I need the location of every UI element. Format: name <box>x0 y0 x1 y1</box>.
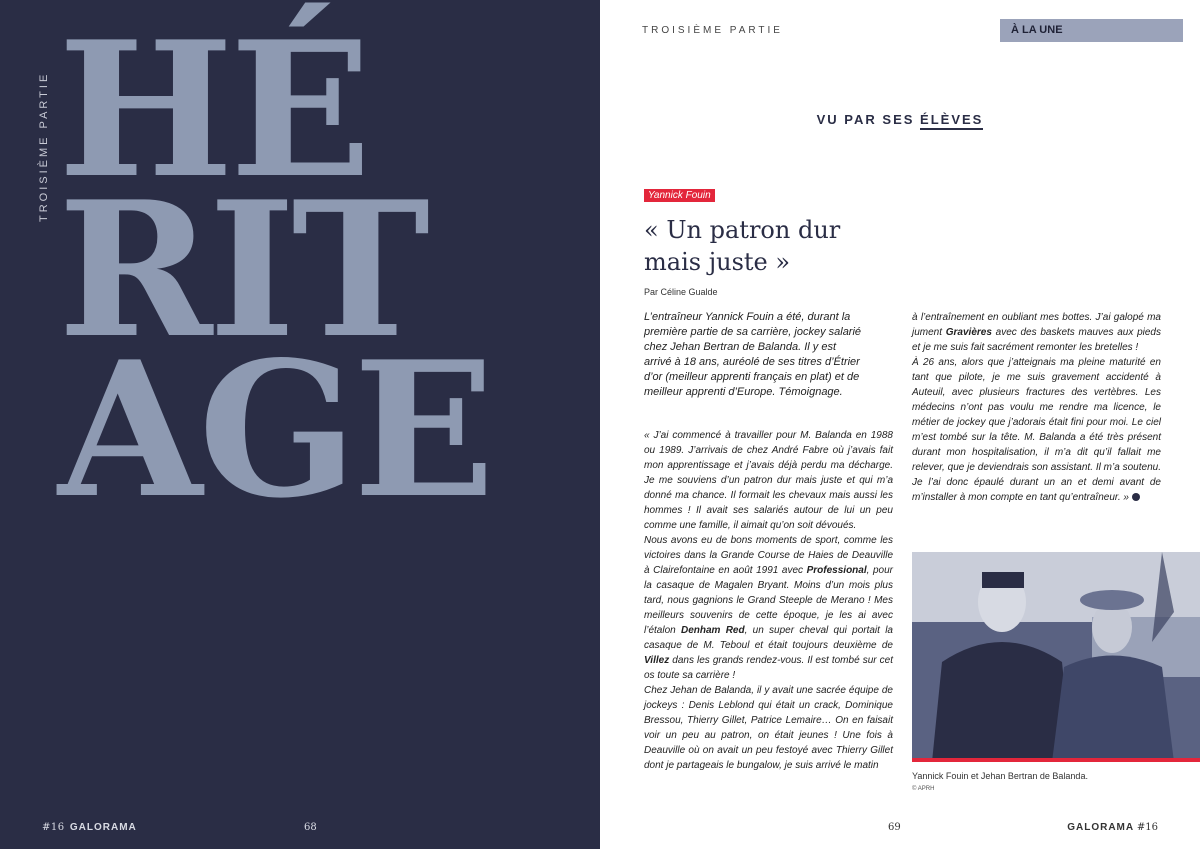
paragraph: Chez Jehan de Balanda, il y avait une sacrée équipe de jockeys : Denis Leblond qui était un crack, Dominique Bressou, Thierry Gillet, Patrice Lemaire… On en faisait voir un peu au patron, on était jeunes ! Une fois à Deauville où on avait un peu festoyé avec Thierry Gillet dont je partageais le bungalow, je suis arrivé le matin <box>644 685 893 771</box>
photo-accent-bar <box>912 758 1200 762</box>
page-number-right: 69 <box>888 822 901 833</box>
article-column-1 <box>644 428 893 773</box>
paragraph <box>912 355 1161 505</box>
vertical-section-label: TROISIÈME PARTIE <box>38 71 50 222</box>
byline: Par Céline Gualde <box>644 287 718 297</box>
article-photo <box>912 552 1200 762</box>
horse-name: Gravières <box>945 327 992 338</box>
headline-line-1: « Un patron dur <box>644 216 841 244</box>
end-mark-icon <box>1132 493 1140 501</box>
folio-left <box>42 822 137 833</box>
chapo: L’entraîneur Yannick Fouin a été, durant la première partie de sa carrière, jockey salarié chez Jehan Bertran de Balanda. Il y est arrivé à 18 ans, auréolé de ses titres d’Étrier d’or (meilleur apprenti français en plat) et de meilleur apprenti d’Europe. Témoignage. <box>644 311 862 398</box>
horse-name: Denham Red <box>680 625 745 636</box>
section-label: TROISIÈME PARTIE <box>642 25 783 36</box>
text-run: dans les grands rendez-vous. Il est tombé sur cet os toute sa carrière ! <box>644 655 893 681</box>
big-title-line-3: AGE <box>58 320 491 539</box>
folio-issue: #16 <box>1136 822 1158 833</box>
text-run: avec des baskets mauves aux pieds et je me suis fait sacrément remonter les bretelles ! <box>912 327 1161 353</box>
rubric-label: À LA UNE <box>1011 24 1063 36</box>
folio-issue: #16 <box>42 822 65 833</box>
text-run: à l’entraînement en oubliant mes bottes. J’ai galopé ma jument <box>912 312 1161 338</box>
headline <box>644 214 974 278</box>
text-run: À 26 ans, alors que j’atteignais ma pleine maturité en tant que pilote, je me suis gravement accidenté à Auteuil, avec plusieurs fractures des vertèbres. Les médecins n’ont pas voulu me rendre ma licence, le métier de jockey que j’adorais était fini pour moi. Le ciel m’est tombé sur la tête. M. Balanda a été très présent durant mon hospitalisation, il m’a dit qu’il fallait me relever, que je deviendrais son assistant. Il m’a soutenu. Je l’ai donc épaulé durant un an et demi avant de m’installer à mon compte en tant qu’entraîneur. » <box>912 357 1161 503</box>
horse-name: Professional <box>806 565 867 576</box>
paragraph <box>644 533 893 683</box>
folio-brand: GALORAMA <box>69 822 137 833</box>
kicker <box>600 112 1200 127</box>
headline-line-2: mais juste » <box>644 248 791 276</box>
photo-credit: © APRH <box>912 786 935 792</box>
text-run: Nous avons eu de bons moments de sport, comme les victoires dans la Grande Course de Haies de Deauville à Clairefontaine en août 1991 avec <box>644 535 893 576</box>
photo-illustration <box>912 552 1200 762</box>
big-title-line-2: RIT <box>58 160 426 379</box>
big-title-line-1: HÉ <box>58 0 368 219</box>
kicker-lead: VU PAR SES <box>816 112 915 127</box>
name-tag: Yannick Fouin <box>644 189 715 202</box>
paragraph: « J’ai commencé à travailler pour M. Balanda en 1988 ou 1989. J’arrivais de chez André Fabre où j’avais fait mon apprentissage et j’avais déjà perdu ma décharge. Je me souviens d’un patron dur mais juste et qui m’a donné ma chance. Il formait les chevaux mais aussi les hommes ! Il avait ses salariés autour de lui un peu comme une famille, il aimait qu’on soit dévoués. <box>644 430 893 531</box>
big-title <box>58 0 578 539</box>
text-run: , un super cheval qui portait la casaque de M. Teboul et était toujours deuxième de <box>644 625 893 651</box>
rubric-banner <box>1000 19 1183 42</box>
kicker-underlined: ÉLÈVES <box>920 112 983 130</box>
folio-brand: GALORAMA <box>1067 822 1135 833</box>
article-column-2 <box>912 310 1161 505</box>
right-page <box>600 0 1200 849</box>
horse-name: Villez <box>644 655 670 666</box>
folio-right <box>1067 822 1158 833</box>
page-number-left: 68 <box>304 822 317 833</box>
paragraph <box>912 310 1161 355</box>
text-run: , pour la casaque de Magalen Bryant. Moins d’un mois plus tard, nous gagnions le Grand Steeple de Merano ! Mes meilleurs souvenirs de cette époque, je les ai avec l’étalon <box>644 565 893 636</box>
photo-caption: Yannick Fouin et Jehan Bertran de Balanda. <box>912 771 1088 781</box>
